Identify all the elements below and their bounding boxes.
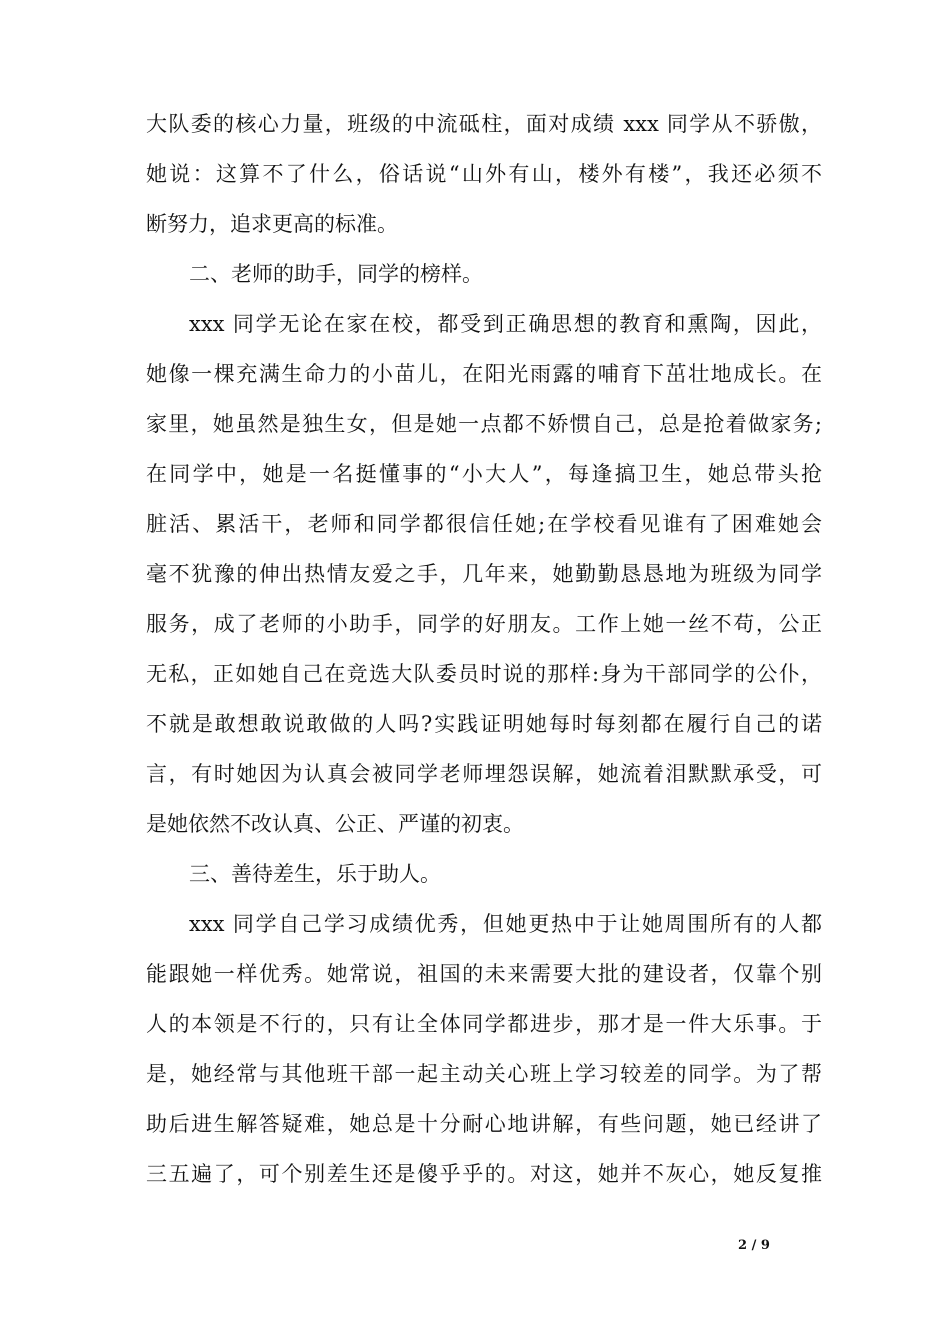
paragraph-line: 言，有时她因为认真会被同学老师埋怨误解，她流着泪默默承受，可 [146,762,822,786]
paragraph-line: 能跟她一样优秀。她常说，祖国的未来需要大批的建设者，仅靠个别 [146,962,822,986]
document-body [146,99,822,1199]
paragraph-line: 家里，她虽然是独生女，但是她一点都不娇惯自己，总是抢着做家务; [146,412,822,436]
paragraph-line: 三五遍了，可个别差生还是傻乎乎的。对这，她并不灰心，她反复推 [146,1162,822,1186]
paragraph-line: 不就是敢想敢说敢做的人吗?实践证明她每时每刻都在履行自己的诺 [146,712,822,736]
paragraph-line: xxx 同学自己学习成绩优秀，但她更热中于让她周围所有的人都 [189,912,822,936]
paragraph-line: 她说：这算不了什么，俗话说“山外有山，楼外有楼”，我还必须不 [146,162,822,186]
paragraph-line: 脏活、累活干，老师和同学都很信任她;在学校看见谁有了困难她会 [146,512,822,536]
paragraph-line: 是，她经常与其他班干部一起主动关心班上学习较差的同学。为了帮 [146,1062,822,1086]
paragraph-line: 在同学中，她是一名挺懂事的“小大人”，每逢搞卫生，她总带头抢 [146,462,822,486]
paragraph-line: 毫不犹豫的伸出热情友爱之手，几年来，她勤勤恳恳地为班级为同学 [146,562,822,586]
section-heading: 二、老师的助手，同学的榜样。 [189,262,483,286]
paragraph-line: 大队委的核心力量，班级的中流砥柱，面对成绩 xxx 同学从不骄傲， [146,112,822,136]
paragraph-line: 是她依然不改认真、公正、严谨的初衷。 [146,812,524,836]
paragraph-line: 助后进生解答疑难，她总是十分耐心地讲解，有些问题，她已经讲了 [146,1112,822,1136]
paragraph-line: 人的本领是不行的，只有让全体同学都进步，那才是一件大乐事。于 [146,1012,822,1036]
paragraph-line: 服务，成了老师的小助手，同学的好朋友。工作上她一丝不苟，公正 [146,612,822,636]
paragraph-line: xxx 同学无论在家在校，都受到正确思想的教育和熏陶，因此， [189,312,822,336]
section-heading: 三、善待差生，乐于助人。 [189,862,441,886]
page-number: 2 / 9 [738,1238,770,1253]
paragraph-line: 无私，正如她自己在竞选大队委员时说的那样:身为干部同学的公仆， [146,662,822,686]
paragraph-line: 她像一棵充满生命力的小苗儿，在阳光雨露的哺育下茁壮地成长。在 [146,362,822,386]
paragraph-line: 断努力，追求更高的标准。 [146,212,398,236]
